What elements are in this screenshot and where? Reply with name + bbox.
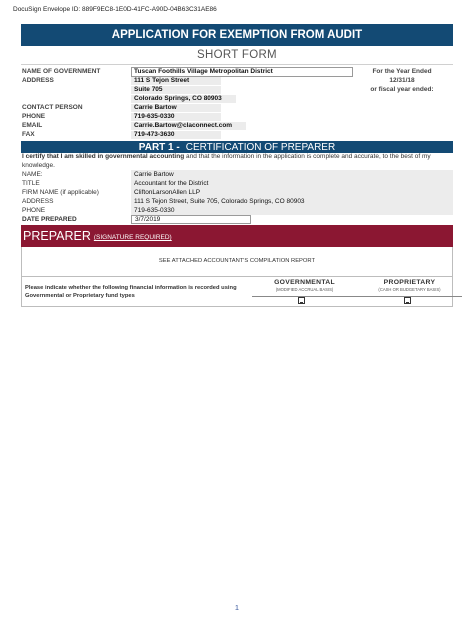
envelope-id: DocuSign Envelope ID: 889F9EC8-1E0D-41FC-A90D-04B63C31AE86	[13, 6, 217, 13]
email-value: Carrie.Bartow@claconnect.com	[134, 122, 233, 129]
firm-name-label: FIRM NAME (if applicable)	[22, 189, 99, 196]
preparer-title-label: TITLE	[22, 180, 40, 187]
government-name-label: NAME OF GOVERNMENT	[22, 68, 101, 75]
address-line3-value: Colorado Springs, CO 80903	[134, 95, 222, 102]
part1-prefix: PART 1 -	[138, 141, 180, 153]
proprietary-checkbox[interactable]	[404, 297, 411, 304]
fax-label: FAX	[22, 131, 35, 138]
address-line2-value: Suite 705	[134, 86, 163, 93]
preparer-name-field[interactable]: Carrie Bartow	[131, 170, 453, 179]
form-title: APPLICATION FOR EXEMPTION FROM AUDIT	[111, 29, 363, 41]
proprietary-column	[357, 279, 462, 292]
form-title-banner	[21, 24, 453, 46]
proprietary-heading: PROPRIETARY	[383, 279, 436, 286]
address-line1-value: 111 S Tejon Street	[134, 77, 190, 84]
governmental-heading: GOVERNMENTAL	[274, 279, 335, 286]
firm-name-field[interactable]: CliftonLarsonAllen LLP	[131, 188, 453, 197]
certify-rest: and that the information in the application is complete and accurate, to the best of my knowledge.	[22, 153, 431, 169]
government-name-value: Tuscan Foothills Village Metropolitan District	[134, 68, 273, 75]
fund-type-box	[21, 277, 453, 307]
contact-person-label: CONTACT PERSON	[22, 104, 83, 111]
fiscal-year-label: For the Year Ended	[372, 68, 432, 75]
page-number: 1	[234, 603, 240, 612]
part1-banner	[21, 141, 453, 153]
fund-type-question: Please indicate whether the following financial information is recorded using Governmental or Proprietary fund types	[25, 285, 237, 299]
contact-person-value: Carrie Bartow	[134, 104, 177, 111]
certify-bold: I certify that I am skilled in governmental accounting	[22, 153, 185, 160]
governmental-column	[252, 279, 357, 292]
preparer-banner	[21, 225, 453, 247]
preparer-phone-label: PHONE	[22, 207, 46, 214]
part1-title: CERTIFICATION OF PREPARER	[185, 141, 336, 153]
email-label: EMAIL	[22, 122, 43, 129]
fiscal-year-alt: or fiscal year ended:	[370, 86, 434, 93]
proprietary-subheading: (CASH OR BUDGETARY BASIS)	[378, 287, 441, 292]
divider	[21, 64, 453, 65]
certification-statement	[22, 153, 452, 170]
signature-required-link[interactable]: (SIGNATURE REQUIRED)	[93, 234, 172, 241]
preparer-address-field[interactable]: 111 S Tejon Street, Suite 705, Colorado Springs, CO 80903	[131, 197, 453, 206]
governmental-checkbox[interactable]	[298, 297, 305, 304]
fax-value: 719-473-3630	[134, 131, 175, 138]
preparer-address-label: ADDRESS	[22, 198, 54, 205]
date-prepared-field[interactable]: 3/7/2019	[131, 215, 251, 224]
preparer-title-field[interactable]: Accountant for the District	[131, 179, 453, 188]
fiscal-year-date: 12/31/18	[389, 77, 415, 84]
preparer-phone-field[interactable]: 719-635-0330	[131, 206, 453, 215]
governmental-subheading: (MODIFIED ACCRUAL BASIS)	[275, 287, 334, 292]
preparer-title: PREPARER	[23, 229, 91, 243]
form-subtitle: SHORT FORM	[197, 49, 277, 61]
phone-value: 719-635-0330	[134, 113, 175, 120]
date-prepared-label: DATE PREPARED	[22, 216, 77, 223]
compilation-report-note: SEE ATTACHED ACCOUNTANT'S COMPILATION REPORT	[158, 258, 316, 264]
preparer-name-label: NAME:	[22, 171, 43, 178]
phone-label: PHONE	[22, 113, 46, 120]
signature-box[interactable]	[21, 247, 453, 277]
government-address-label: ADDRESS	[22, 77, 54, 84]
